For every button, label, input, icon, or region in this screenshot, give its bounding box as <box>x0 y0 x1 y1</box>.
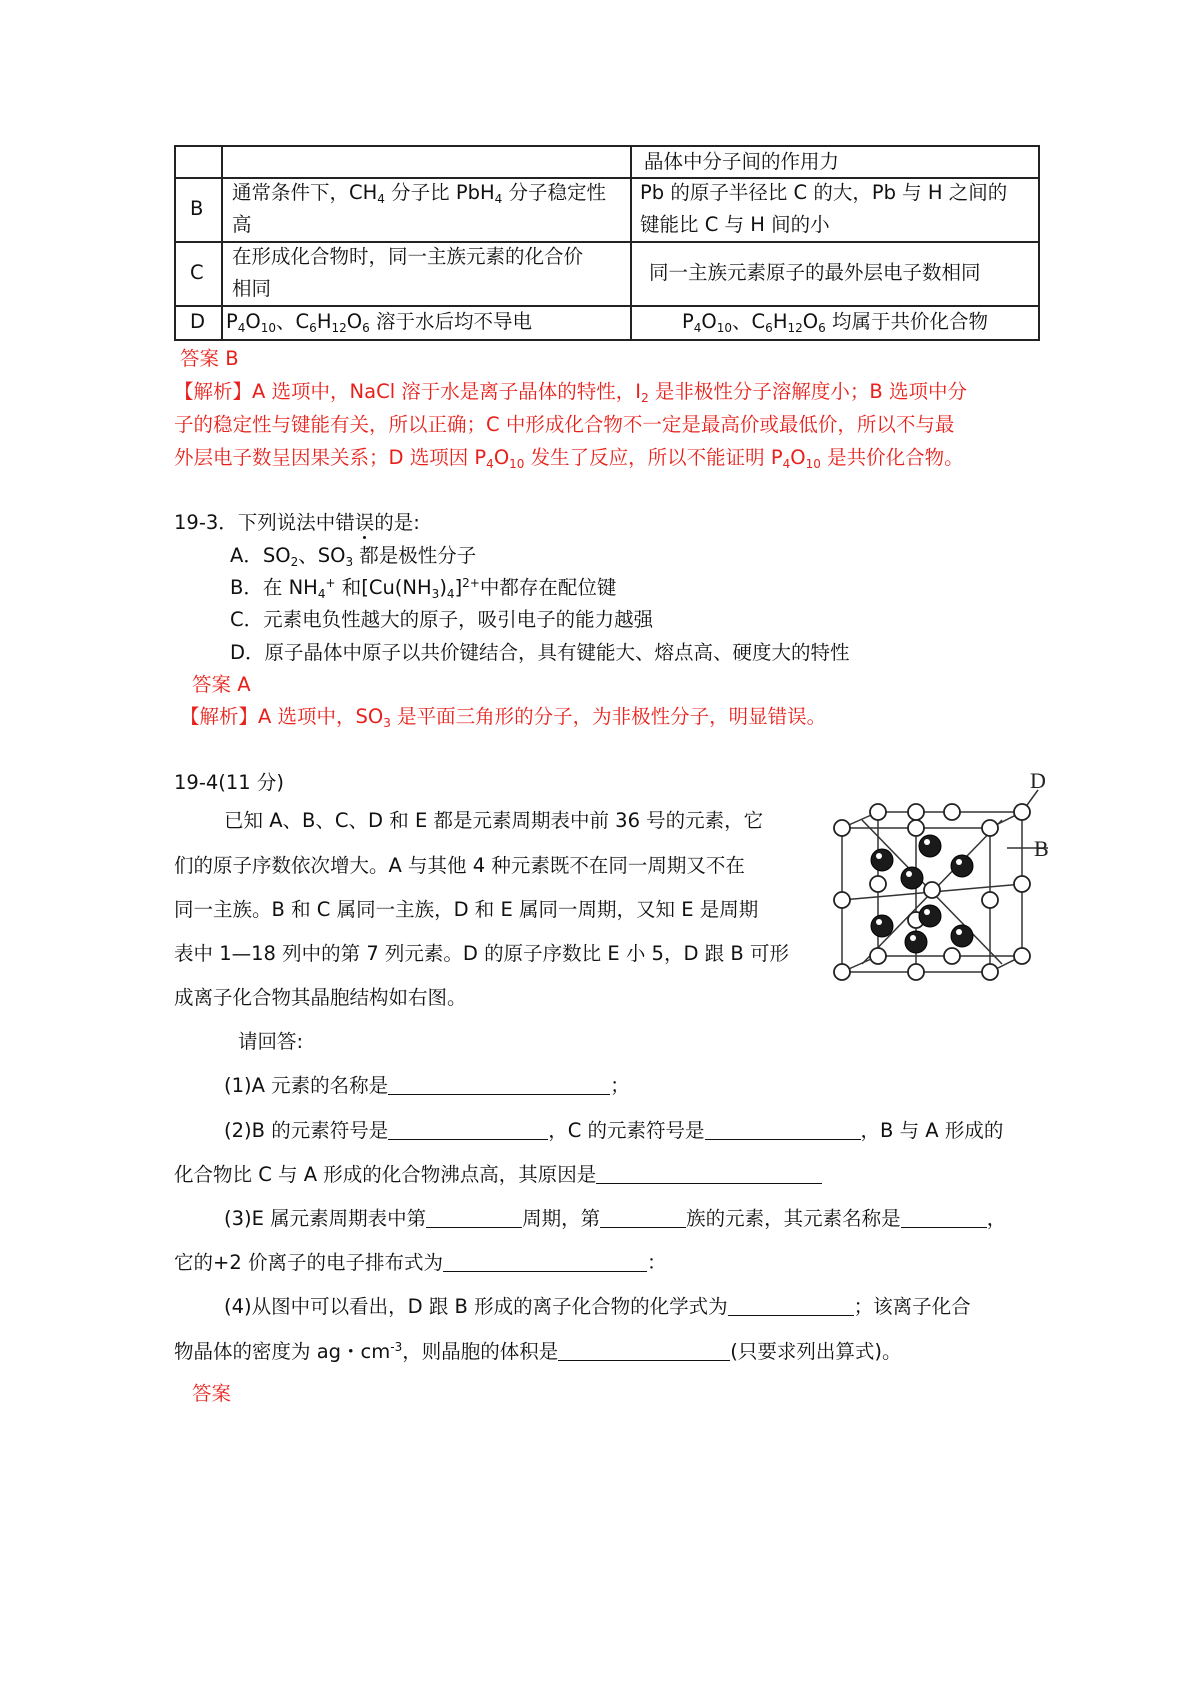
explanation-19-3: 【解析】A 选项中，$SO_3$ 是平面三角形的分子，为非极性分子，明显错误。 <box>180 705 827 730</box>
row-c-statement-l2: 相同 <box>232 277 272 300</box>
figure-label-b: B <box>1034 836 1049 861</box>
answer-blank-2a[interactable] <box>388 1119 548 1140</box>
explanation-line2: 子的稳定性与键能有关，所以正确；C 中形成化合物不一定是最高价或最低价，所以不与最 <box>174 413 955 436</box>
table-row0-reason: 晶体中分子间的作用力 <box>644 150 840 173</box>
row-b-reason-l2: 键能比 C 与 H 间的小 <box>640 213 830 236</box>
answer-label-q4: 答案 <box>192 1382 232 1405</box>
q4-sub4-line2: 物晶体的密度为 ag・$cm^{-3}$，则晶胞的体积是 (只要求列出算式)。 <box>174 1340 902 1363</box>
row-label-b: B <box>190 197 204 220</box>
answer-blank-3c[interactable] <box>901 1207 987 1228</box>
q4-sub2: (2)B 的元素符号是 ，C 的元素符号是 ，B 与 A 形成的 <box>224 1119 1004 1142</box>
answer-blank-3d[interactable] <box>443 1251 647 1272</box>
option-b: B．在 $NH_4^+$ 和$[Cu(NH_3)_4]^{2+}$中都存在配位键 <box>230 576 617 601</box>
q4-para-line2: 们的原子序数依次增大。A 与其他 4 种元素既不在同一周期又不在 <box>174 854 745 877</box>
explanation-line3: 外层电子数呈因果关系；D 选项因 $P_4O_{10}$ 发生了反应，所以不能证明 $P_4O_{10}$ 是共价化合物。 <box>174 446 964 471</box>
answer-label-a: 答案 A <box>192 673 251 696</box>
crystal-cell-figure <box>812 770 1062 990</box>
option-a: A．$SO_2$、$SO_3$ 都是极性分子 <box>230 544 477 569</box>
row-c-reason: 同一主族元素原子的最外层电子数相同 <box>649 261 981 284</box>
comparison-table <box>174 145 1040 340</box>
row-b-statement: 通常条件下，$CH_4$ 分子比 PbH$_4$ 分子稳定性 <box>232 181 606 206</box>
option-d: D．原子晶体中原子以共价键结合，具有键能大、熔点高、硬度大的特性 <box>230 641 850 664</box>
answer-blank-3a[interactable] <box>426 1207 522 1228</box>
q4-sub1: (1)A 元素的名称是 ； <box>224 1074 630 1097</box>
q4-sub3: (3)E 属元素周期表中第 周期，第 族的元素，其元素名称是 ， <box>224 1207 1007 1230</box>
q4-para-line5: 成离子化合物其晶胞结构如右图。 <box>174 986 467 1009</box>
q4-para-line4: 表中 1—18 列中的第 7 列元素。D 的原子序数比 E 小 5，D 跟 B 可形 <box>174 942 789 965</box>
question-19-3-title: 19-3．下列说法中错误的是: <box>174 511 420 534</box>
q4-para-line3: 同一主族。B 和 C 属同一主族，D 和 E 属同一周期，又知 E 是周期 <box>174 898 759 921</box>
answer-blank-4b[interactable] <box>558 1340 730 1361</box>
q4-sub3-line2: 它的+2 价离子的电子排布式为 ： <box>174 1251 667 1274</box>
row-b-statement-l2: 高 <box>232 213 252 236</box>
answer-label-b: 答案 B <box>180 347 239 370</box>
q4-sub4: (4)从图中可以看出，D 跟 B 形成的离子化合物的化学式为 ；该离子化合 <box>224 1295 971 1318</box>
row-d-statement: $P_4O_{10}$、$C_6H_{12}O_6$ 溶于水后均不导电 <box>226 310 532 335</box>
answer-blank-1[interactable] <box>388 1074 610 1095</box>
question-19-4-title: 19-4(11 分) <box>174 771 284 794</box>
option-c: C．元素电负性越大的原子，吸引电子的能力越强 <box>230 608 654 631</box>
explanation-line1: 【解析】A 选项中，NaCl 溶于水是离子晶体的特性，$I_2$ 是非极性分子溶解度小；B 选项中分 <box>174 380 967 405</box>
answer-blank-2c[interactable] <box>596 1163 822 1184</box>
answer-blank-2b[interactable] <box>705 1119 861 1140</box>
figure-label-d: D <box>1030 770 1046 793</box>
q4-sub2-line2: 化合物比 C 与 A 形成的化合物沸点高，其原因是 <box>174 1159 822 1187</box>
row-d-reason: $P_4O_{10}$、$C_6H_{12}O_6$ 均属于共价化合物 <box>682 310 988 335</box>
q4-para-line1: 已知 A、B、C、D 和 E 都是元素周期表中前 36 号的元素，它 <box>224 809 764 832</box>
answer-blank-4a[interactable] <box>728 1295 854 1316</box>
row-c-statement: 在形成化合物时，同一主族元素的化合价 <box>232 245 584 268</box>
row-label-c: C <box>190 261 204 284</box>
q4-prompt: 请回答: <box>238 1030 304 1053</box>
row-b-reason: Pb 的原子半径比 C 的大，Pb 与 H 之间的 <box>640 181 1008 204</box>
row-label-d: D <box>190 310 206 333</box>
answer-blank-3b[interactable] <box>600 1207 686 1228</box>
